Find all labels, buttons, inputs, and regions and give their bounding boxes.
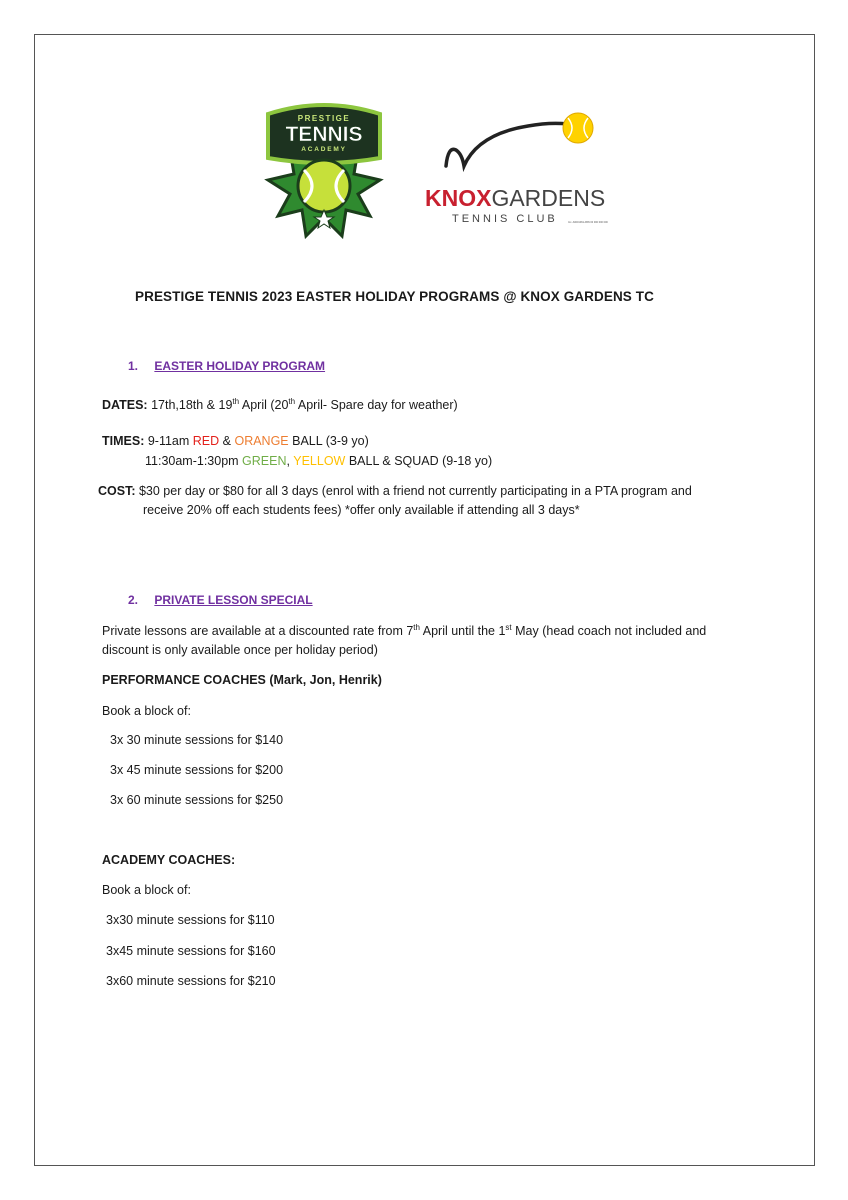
red-ball-label: RED [192,434,220,448]
times2-text-a: 11:30am-1:30pm [145,454,243,468]
times-label: TIMES: [102,434,145,448]
times-amp: & [219,434,235,448]
orange-ball-label: ORANGE [234,434,289,448]
green-ball-label: GREEN [242,454,287,468]
performance-coaches-heading: PERFORMANCE COACHES (Mark, Jon, Henrik) [102,673,382,687]
times-text-b: BALL (3-9 yo) [288,434,369,448]
academy-book-label: Book a block of: [102,883,191,897]
cost-line-1 [98,484,692,499]
page-title: PRESTIGE TENNIS 2023 EASTER HOLIDAY PROGRAMS @ KNOX GARDENS TC [135,289,654,304]
times-text-a: 9-11am [144,434,193,448]
knox-text: KNOX [425,185,492,211]
intro-sup2: st [505,622,512,632]
tennis-club-text: TENNIS CLUB [452,213,558,225]
knox-tiny-text: Inc. A0001061 ABN 00 000 000 000 [568,221,608,224]
cost-label: COST: [98,484,136,498]
intro-text-c: May (head coach not included and [511,624,707,638]
times2-comma: , [286,454,294,468]
private-intro-line-1 [102,624,706,639]
performance-item: 3x 45 minute sessions for $200 [110,763,284,777]
dates-text-a: 17th,18th & 19 [147,398,233,412]
performance-book-label: Book a block of: [102,704,191,718]
gardens-text: GARDENS [491,185,606,211]
prestige-bottom-text: ACADEMY [301,146,347,153]
prestige-top-text: PRESTIGE [297,114,351,123]
prestige-tennis-logo [258,98,390,240]
private-intro-line-2: discount is only available once per holiday period) [102,643,378,657]
times2-text-b: BALL & SQUAD (9-18 yo) [345,454,493,468]
dates-sup2: th [288,396,296,406]
intro-sup1: th [413,622,420,632]
dates-text-b: April (20 [239,398,289,412]
times-line-1 [102,434,369,449]
yellow-ball-label: YELLOW [293,454,346,468]
academy-item: 3x30 minute sessions for $110 [106,913,275,927]
intro-text-a: Private lessons are available at a discounted rate from 7 [102,624,414,638]
section2-number: 2. [128,593,139,607]
performance-item: 3x 30 minute sessions for $140 [110,733,284,747]
svg-text:KNOXGARDENS [425,185,605,211]
cost-line-2: receive 20% off each students fees) *offer only available if attending all 3 days* [143,503,580,517]
dates-text-c: April- Spare day for weather) [295,398,458,412]
section1-number: 1. [128,359,139,373]
intro-text-b: April until the 1 [419,624,506,638]
performance-item: 3x 60 minute sessions for $250 [110,793,284,807]
prestige-main-text: TENNIS [285,123,363,146]
dates-label: DATES: [102,398,148,412]
section2-heading [128,593,313,608]
academy-coaches-heading: ACADEMY COACHES: [102,853,236,867]
times-line-2 [145,454,492,469]
dates-sup1: th [232,396,240,406]
academy-item: 3x45 minute sessions for $160 [106,944,276,958]
section1-heading-link[interactable]: EASTER HOLIDAY PROGRAM [154,359,326,373]
section1-heading [128,359,325,374]
knox-gardens-logo [418,106,608,232]
section2-heading-link[interactable]: PRIVATE LESSON SPECIAL [154,593,313,607]
academy-item: 3x60 minute sessions for $210 [106,974,276,988]
cost-text-1: $30 per day or $80 for all 3 days (enrol with a friend not currently participating in a PTA program and [135,484,692,498]
dates-line [102,398,458,413]
